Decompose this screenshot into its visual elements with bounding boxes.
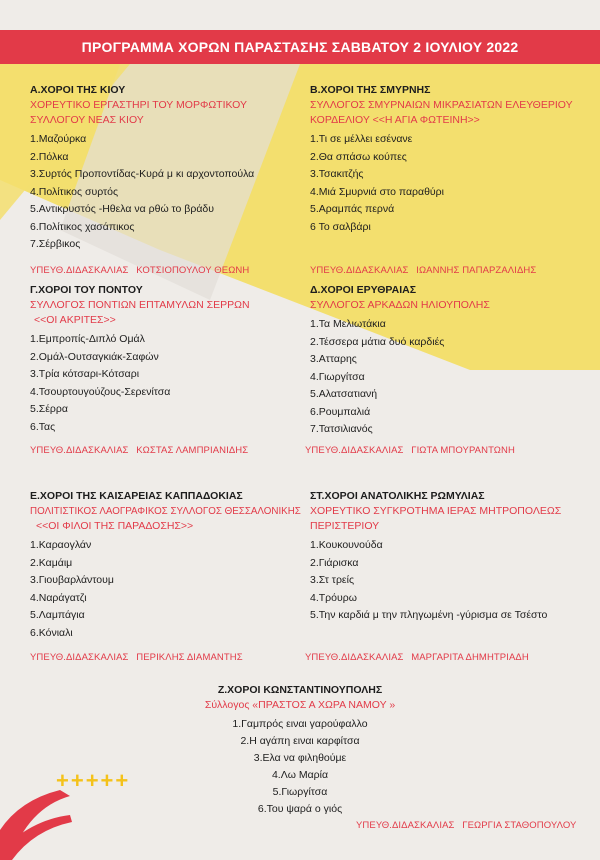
list-item: 2.Θα σπάσω κούπες	[310, 150, 407, 163]
list-item: 5.Γιωργίτσα	[272, 786, 328, 798]
list-item: 4.Μιά Σμυρνιά στο παραθύρι	[310, 185, 444, 198]
teacher-line	[30, 265, 254, 276]
list-item: 1.Καραογλάν	[30, 539, 92, 551]
list-item: 1.Γαμπρός ειναι γαρούφαλλο	[232, 718, 368, 730]
list-item: 2.Τέσσερα μάτια δυό καρδιές	[310, 335, 445, 348]
list-item: 7.Τατσιλιανός	[310, 423, 373, 435]
dance-list	[310, 316, 490, 439]
section-heading: Γ.ΧΟΡΟΙ ΤΟΥ ΠΟΝΤΟΥ	[30, 284, 143, 296]
section-heading: Δ.ΧΟΡΟΙ ΕΡΥΘΡΑΙΑΣ	[310, 284, 417, 296]
section-st	[310, 488, 561, 625]
list-item: 4.Ναράγατζι	[30, 591, 87, 604]
list-item: 6.Πολίτικος χασάπικος	[30, 220, 135, 233]
list-item: 2.Η αγάπη ειναι καρφίτσα	[240, 735, 360, 747]
list-item: 5.Σέρρα	[30, 403, 68, 415]
organization-name	[310, 98, 573, 128]
list-item: 5.Αλατσατιανή	[310, 388, 378, 400]
list-item: 5.Την καρδιά μ την πληγωμένη -γύρισμα σε Τσέστο	[310, 609, 548, 621]
list-item: 3.Γιουβαρλάντουμ	[30, 574, 114, 586]
list-item: 4.Πολίτικος συρτός	[30, 185, 119, 198]
teacher-name: ΙΩΑΝΝΗΣ ΠΑΠΑΡΖΑΛΙΔΗΣ	[416, 265, 537, 276]
organization-name	[30, 98, 254, 128]
dance-list	[150, 716, 450, 818]
section-heading: Ζ.ΧΟΡΟΙ ΚΩΝΣΤΑΝΤΙΝΟΥΠΟΛΗΣ	[217, 684, 383, 696]
section-heading: Β.ΧΟΡΟΙ ΤΗΣ ΣΜΥΡΝΗΣ	[310, 84, 431, 96]
organization-line: ΣΥΛΛΟΓΟΣ ΠΟΝΤΙΩΝ ΕΠΤΑΜΥΛΩΝ ΣΕΡΡΩΝ	[30, 299, 250, 311]
list-item: 4.Γιωργίτσα	[310, 370, 365, 383]
list-item: 7.Σέρβικος	[30, 238, 81, 250]
teacher-line	[305, 445, 520, 456]
teacher-label: ΥΠΕΥΘ.ΔΙΔΑΣΚΑΛΙΑΣ	[305, 445, 404, 456]
list-item: 4.Λω Μαρία	[271, 769, 329, 781]
list-item: 6.Του ψαρά ο γιός	[257, 803, 343, 815]
organization-line: <<ΟΙ ΑΚΡΙΤΕΣ>>	[34, 314, 116, 326]
section-c	[30, 282, 250, 436]
list-item: 1.Κουκουνούδα	[310, 539, 383, 551]
teacher-line	[30, 652, 248, 663]
list-item: 1.Μαζούρκα	[30, 133, 87, 145]
organization-line: ΠΕΡΙΣΤΕΡΙΟΥ	[310, 520, 380, 532]
list-item: 2.Καμάιμ	[30, 556, 73, 569]
list-item: 5.Αντικρυστός -Ηθελα να ρθώ το βράδυ	[30, 203, 214, 215]
teacher-name: ΓΙΩΤΑ ΜΠΟΥΡΑΝΤΩΝΗ	[411, 445, 515, 456]
dance-list	[30, 131, 254, 254]
list-item: 6.Κόνιαλι	[30, 626, 73, 639]
organization-line: ΣΥΛΛΟΓΟΣ ΣΜΥΡΝΑΙΩΝ ΜΙΚΡΑΣΙΑΤΩΝ ΕΛΕΥΘΕΡΙΟΥ	[310, 99, 573, 111]
list-item: 5.Αραμπάς περνά	[310, 203, 395, 215]
dance-list	[30, 537, 301, 642]
section-heading: Α.ΧΟΡΟΙ ΤΗΣ ΚΙΟΥ	[30, 84, 126, 96]
organization-line: <<ΟΙ ΦΙΛΟΙ ΤΗΣ ΠΑΡΑΔΟΣΗΣ>>	[36, 520, 194, 532]
list-item: 4.Τσουρτουγούζους-Σερενίτσα	[30, 385, 171, 398]
dance-list	[30, 331, 250, 436]
list-item: 6 Το σαλβάρι	[310, 220, 371, 233]
list-item: 3.Ατταρης	[310, 353, 357, 365]
teacher-label: ΥΠΕΥΘ.ΔΙΔΑΣΚΑΛΙΑΣ	[30, 265, 129, 276]
teacher-label: ΥΠΕΥΘ.ΔΙΔΑΣΚΑΛΙΑΣ	[356, 820, 455, 831]
section-e	[30, 488, 301, 642]
teacher-line	[305, 652, 534, 663]
list-item: 2.Γιάρισκα	[310, 556, 359, 569]
teacher-line	[356, 820, 582, 831]
list-item: 2.Πόλκα	[30, 150, 69, 163]
section-heading: ΣΤ.ΧΟΡΟΙ ΑΝΑΤΟΛΙΚΗΣ ΡΩΜΥΛΙΑΣ	[310, 490, 485, 502]
organization-line: ΠΟΛΙΤΙΣΤΙΚΟΣ ΛΑΟΓΡΑΦΙΚΟΣ ΣΥΛΛΟΓΟΣ ΘΕΣΣΑΛΟΝΙΚΗΣ	[30, 506, 301, 517]
section-a	[30, 82, 254, 254]
teacher-label: ΥΠΕΥΘ.ΔΙΔΑΣΚΑΛΙΑΣ	[305, 652, 404, 663]
list-item: 1.Τα Μελιωτάκια	[310, 318, 386, 330]
list-item: 1.Τι σε μέλλει εσένανε	[310, 133, 413, 145]
list-item: 3.Τρία κότσαρι-Κότσαρι	[30, 368, 140, 380]
organization-name	[310, 298, 490, 313]
section-z	[150, 682, 450, 818]
list-item: 5.Λαμπάγια	[30, 609, 85, 621]
list-item: 3.Ελα να φιληθούμε	[253, 752, 347, 764]
organization-line: ΧΟΡΕΥΤΙΚΟ ΕΡΓΑΣΤΗΡΙ ΤΟΥ ΜΟΡΦΩΤΙΚΟΥ	[30, 99, 248, 111]
organization-name	[310, 504, 561, 534]
section-heading: Ε.ΧΟΡΟΙ ΤΗΣ ΚΑΙΣΑΡΕΙΑΣ ΚΑΠΠΑΔΟΚΙΑΣ	[30, 490, 243, 502]
dance-list	[310, 131, 573, 236]
organization-line: ΧΟΡΕΥΤΙΚΟ ΣΥΓΚΡΟΤΗΜΑ ΙΕΡΑΣ ΜΗΤΡΟΠΟΛΕΩΣ	[310, 505, 562, 517]
organization-name	[30, 504, 301, 534]
teacher-name: ΠΕΡΙΚΛΗΣ ΔΙΑΜΑΝΤΗΣ	[136, 652, 243, 663]
teacher-line	[30, 445, 253, 456]
section-b	[310, 82, 573, 236]
page-title-banner: ΠΡΟΓΡΑΜΜΑ ΧΟΡΩΝ ΠΑΡΑΣΤΑΣΗΣ ΣΑΒΒΑΤΟΥ 2 ΙΟΥΛΙΟΥ 2022	[0, 30, 600, 64]
list-item: 3.Συρτός Προποντίδας-Κυρά μ κι αρχοντοπούλα	[30, 168, 255, 180]
list-item: 3.Τσακιτζής	[310, 168, 364, 180]
teacher-name: ΚΟΤΣΙΟΠΟΥΛΟΥ ΘΕΩΝΗ	[136, 265, 250, 276]
organization-name	[30, 298, 250, 328]
teacher-name: ΜΑΡΓΑΡΙΤΑ ΔΗΜΗΤΡΙΑΔΗ	[411, 652, 529, 663]
teacher-label: ΥΠΕΥΘ.ΔΙΔΑΣΚΑΛΙΑΣ	[30, 445, 129, 456]
plus-decoration: +++++	[56, 768, 131, 793]
list-item: 1.Εμπροπίς-Διπλό Ομάλ	[30, 333, 145, 345]
list-item: 4.Τρόυρω	[310, 591, 357, 604]
organization-name	[150, 698, 450, 713]
teacher-name: ΚΩΣΤΑΣ ΛΑΜΠΡΙΑΝΙΔΗΣ	[136, 445, 249, 456]
organization-line: Σύλλογος «ΠΡΑΣΤΟΣ Α ΧΩΡΑ ΝΑΜΟΥ »	[204, 699, 396, 711]
list-item: 6.Ρουμπαλιά	[310, 405, 371, 418]
teacher-name: ΓΕΩΡΓΙΑ ΣΤΑΘΟΠΟΥΛΟΥ	[462, 820, 577, 831]
list-item: 3.Στ τρείς	[310, 574, 355, 586]
list-item: 6.Τας	[30, 420, 56, 433]
organization-line: ΣΥΛΛΟΓΟΥ ΝΕΑΣ ΚΙΟΥ	[30, 114, 144, 126]
teacher-line	[310, 265, 541, 276]
list-item: 2.Ομάλ-Ουτσαγκιάκ-Σαφών	[30, 350, 159, 363]
dance-list	[310, 537, 561, 625]
organization-line: ΣΥΛΛΟΓΟΣ ΑΡΚΑΔΩΝ ΗΛΙΟΥΠΟΛΗΣ	[310, 299, 490, 311]
organization-line: ΚΟΡΔΕΛΙΟΥ <<Η ΑΓΙΑ ΦΩΤΕΙΝΗ>>	[310, 114, 480, 126]
teacher-label: ΥΠΕΥΘ.ΔΙΔΑΣΚΑΛΙΑΣ	[310, 265, 409, 276]
section-d	[310, 282, 490, 439]
teacher-label: ΥΠΕΥΘ.ΔΙΔΑΣΚΑΛΙΑΣ	[30, 652, 129, 663]
